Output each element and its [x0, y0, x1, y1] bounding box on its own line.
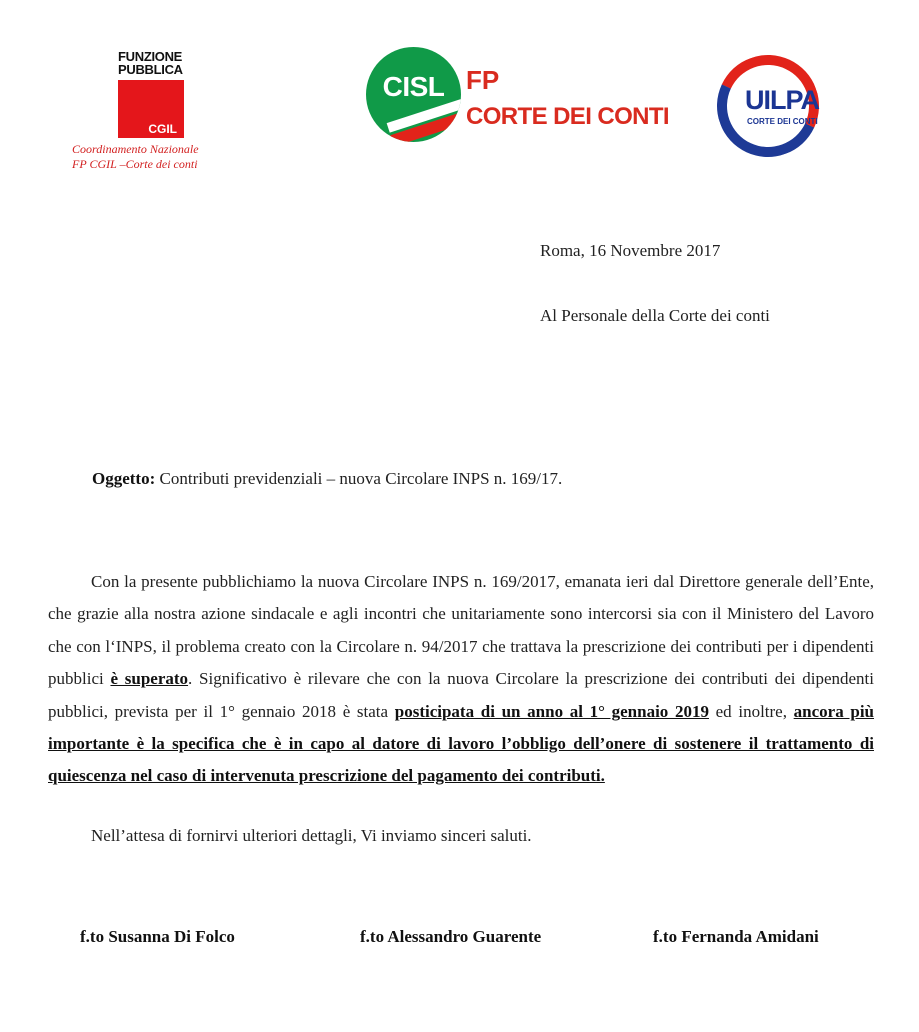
letter-body [48, 566, 874, 793]
cgil-caption-line2: FP CGIL –Corte dei conti [72, 157, 198, 171]
uilpa-name: UILPA [745, 85, 819, 115]
body-part1: Con la presente pubblichiamo la nuova Circolare INPS n. 169/2017, emanata ieri dal Direttore generale dell’Ente, che grazie alla nostra azione sindacale e agli incontri che unitariamente sono intercorsi sia con il Ministero del Lavoro che con l‘INPS, il problema creato con la Circolare n. 94/2017 che trattava la prescrizione dei contributi per i dipendenti pubblici [48, 572, 874, 689]
signature-2: f.to Alessandro Guarente [360, 927, 542, 946]
uilpa-logo [717, 55, 832, 145]
fp-cgil-logo [112, 50, 192, 140]
cisl-fp-text: FP [466, 65, 500, 95]
letter-closing: Nell’attesa di fornirvi ulteriori dettagli, Vi inviamo sinceri saluti. [91, 826, 532, 845]
cisl-circle-text: CISL [382, 71, 445, 102]
cgil-caption [72, 142, 232, 172]
body-part3: ed inoltre, [708, 701, 794, 721]
body-part2: . Significativo è rilevare che con la nuova Circolare la prescrizione dei contributi dei dipendenti pubblici, prevista per il 1° gennaio 2018 è stata [48, 669, 874, 721]
cisl-circle-emblem [366, 47, 461, 142]
cgil-caption-line1: Coordinamento Nazionale [72, 142, 199, 156]
body-emphasis-posticipata: posticipata di un anno al 1° gennaio 2019 [394, 701, 709, 721]
uilpa-subtitle: CORTE DEI CONTI [747, 117, 818, 126]
letter-subject [92, 469, 562, 489]
signature-1: f.to Susanna Di Folco [80, 927, 235, 946]
subject-label: Oggetto: [92, 469, 156, 488]
cisl-fp-logo [366, 47, 670, 142]
body-emphasis-superato: è superato [110, 669, 189, 689]
letter-recipient: Al Personale della Corte dei conti [540, 306, 770, 325]
signature-3: f.to Fernanda Amidani [653, 927, 819, 946]
fp-cgil-logo-title [118, 50, 188, 76]
cgil-red-square [118, 80, 184, 138]
fp-cgil-title-line2: PUBBLICA [118, 62, 183, 77]
body-emphasis-obbligo: ancora più importante è la specifica che è in capo al datore di lavoro l’obbligo dell’onere di sostenere il trattamento di quiescenza nel caso di intervenuta prescrizione del pagamento dei contributi. [48, 701, 875, 786]
fp-cgil-title-line1: FUNZIONE [118, 49, 183, 64]
letter-date: Roma, 16 Novembre 2017 [540, 241, 721, 260]
body-paragraph [48, 566, 874, 793]
subject-text: Contributi previdenziali – nuova Circolare INPS n. 169/17. [155, 469, 563, 488]
cisl-subtitle: CORTE DEI CONTI [466, 103, 670, 130]
cgil-box-text: CGIL [148, 122, 177, 136]
